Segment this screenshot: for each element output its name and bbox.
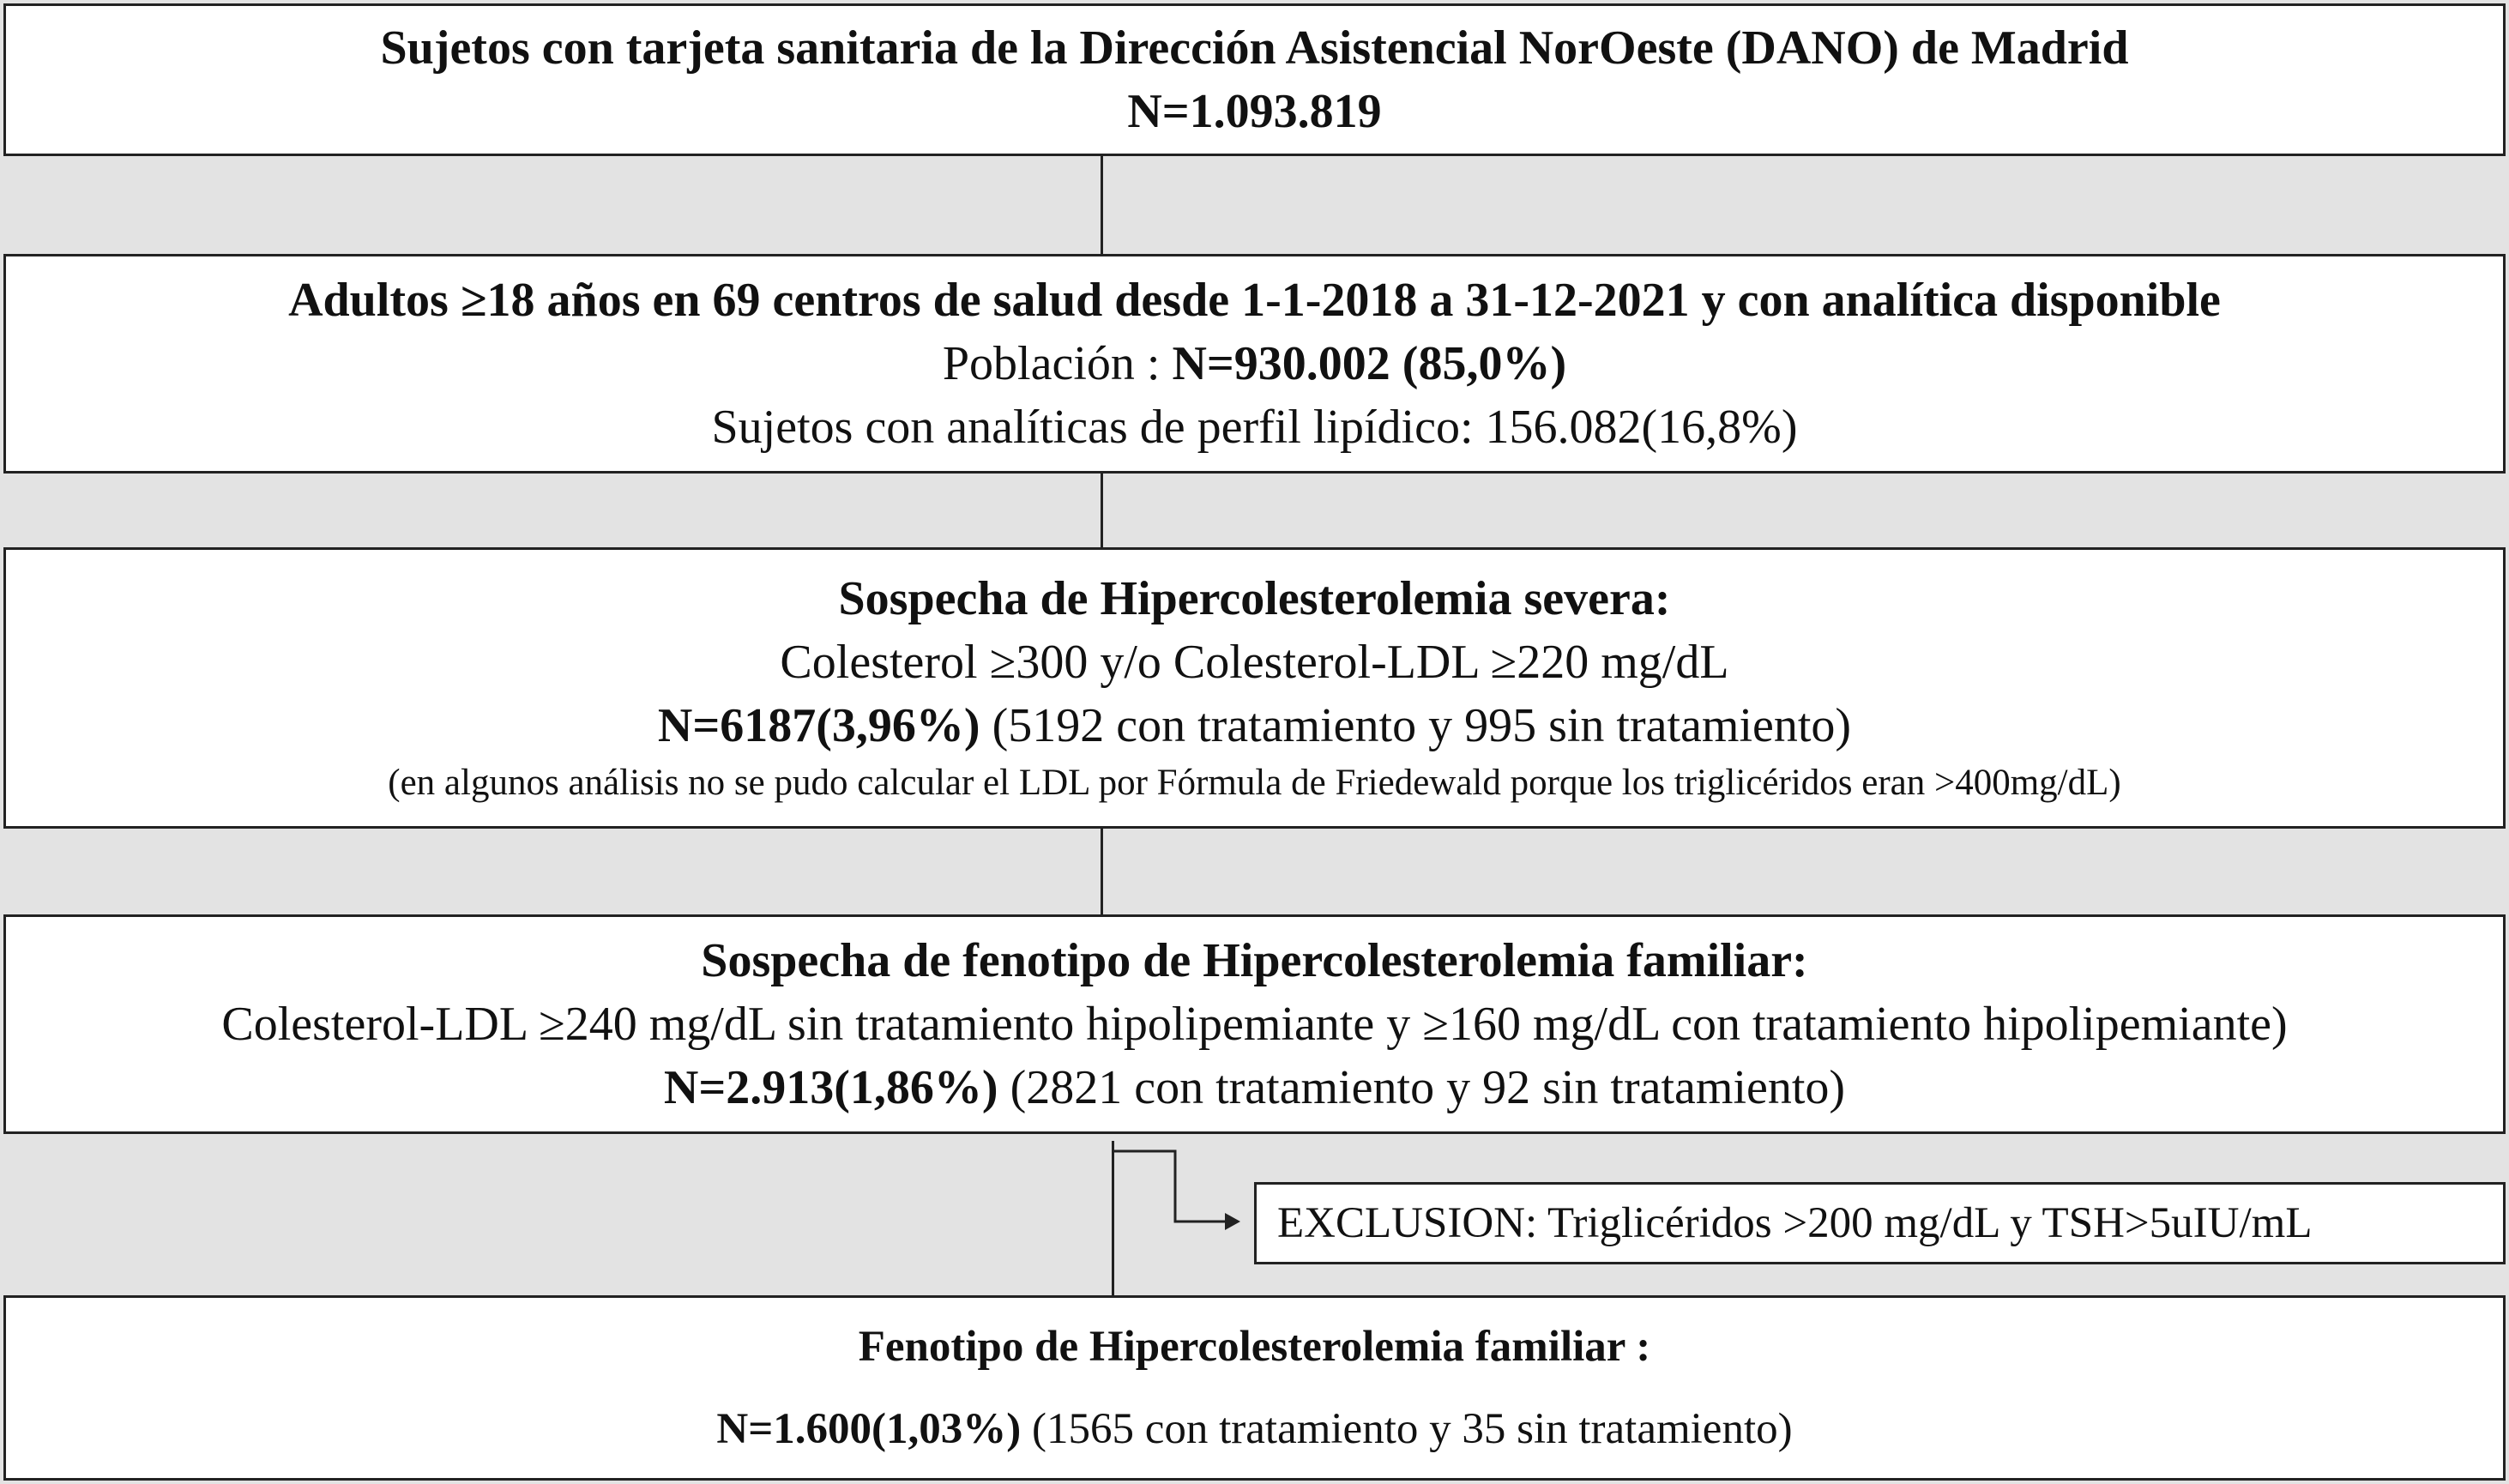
box3-title: Sospecha de Hipercolesterolemia severa: bbox=[838, 572, 1671, 625]
box3-n-detail: (5192 con tratamiento y 995 sin tratamiento) bbox=[980, 699, 1852, 752]
box4-n: N=2.913(1,86%) bbox=[663, 1061, 998, 1114]
box2-title: Adultos ≥18 años en 69 centros de salud desde 1-1-2018 a 31-12-2021 y con analítica disponible bbox=[288, 274, 2221, 327]
box-exclusion bbox=[1254, 1182, 2506, 1264]
box-familial-phenotype bbox=[3, 1295, 2506, 1481]
box5-n-detail: (1565 con tratamiento y 35 sin tratamiento) bbox=[1021, 1405, 1793, 1453]
box1-count: N=1.093.819 bbox=[1127, 85, 1382, 138]
box3-criteria: Colesterol ≥300 y/o Colesterol-LDL ≥220 mg/dL bbox=[780, 636, 1729, 689]
box5-n: N=1.600(1,03%) bbox=[716, 1405, 1022, 1453]
box2-population-label: Población : bbox=[942, 337, 1173, 390]
box4-title: Sospecha de fenotipo de Hipercolesterolemia familiar: bbox=[701, 934, 1808, 987]
box3-n: N=6187(3,96%) bbox=[657, 699, 980, 752]
box2-population-value: N=930.002 (85,0%) bbox=[1172, 337, 1567, 390]
box5-count bbox=[716, 1397, 1792, 1461]
exclusion-text: EXCLUSION: Triglicéridos >200 mg/dL y TSH>5uIU/mL bbox=[1277, 1199, 2313, 1247]
box2-lipid-profile: Sujetos con analíticas de perfil lipídico: 156.082(16,8%) bbox=[711, 401, 1798, 454]
box4-n-detail: (2821 con tratamiento y 92 sin tratamiento) bbox=[998, 1061, 1846, 1114]
box5-title: Fenotipo de Hipercolesterolemia familiar : bbox=[858, 1323, 1651, 1371]
box1-title: Sujetos con tarjeta sanitaria de la Dirección Asistencial NorOeste (DANO) de Madrid bbox=[380, 21, 2129, 75]
box4-criteria: Colesterol-LDL ≥240 mg/dL sin tratamiento hipolipemiante y ≥160 mg/dL con tratamiento hipolipemiante) bbox=[221, 998, 2288, 1051]
box3-note: (en algunos análisis no se pudo calcular el LDL por Fórmula de Friedewald porque los triglicéridos eran >400mg/dL) bbox=[388, 763, 2121, 803]
